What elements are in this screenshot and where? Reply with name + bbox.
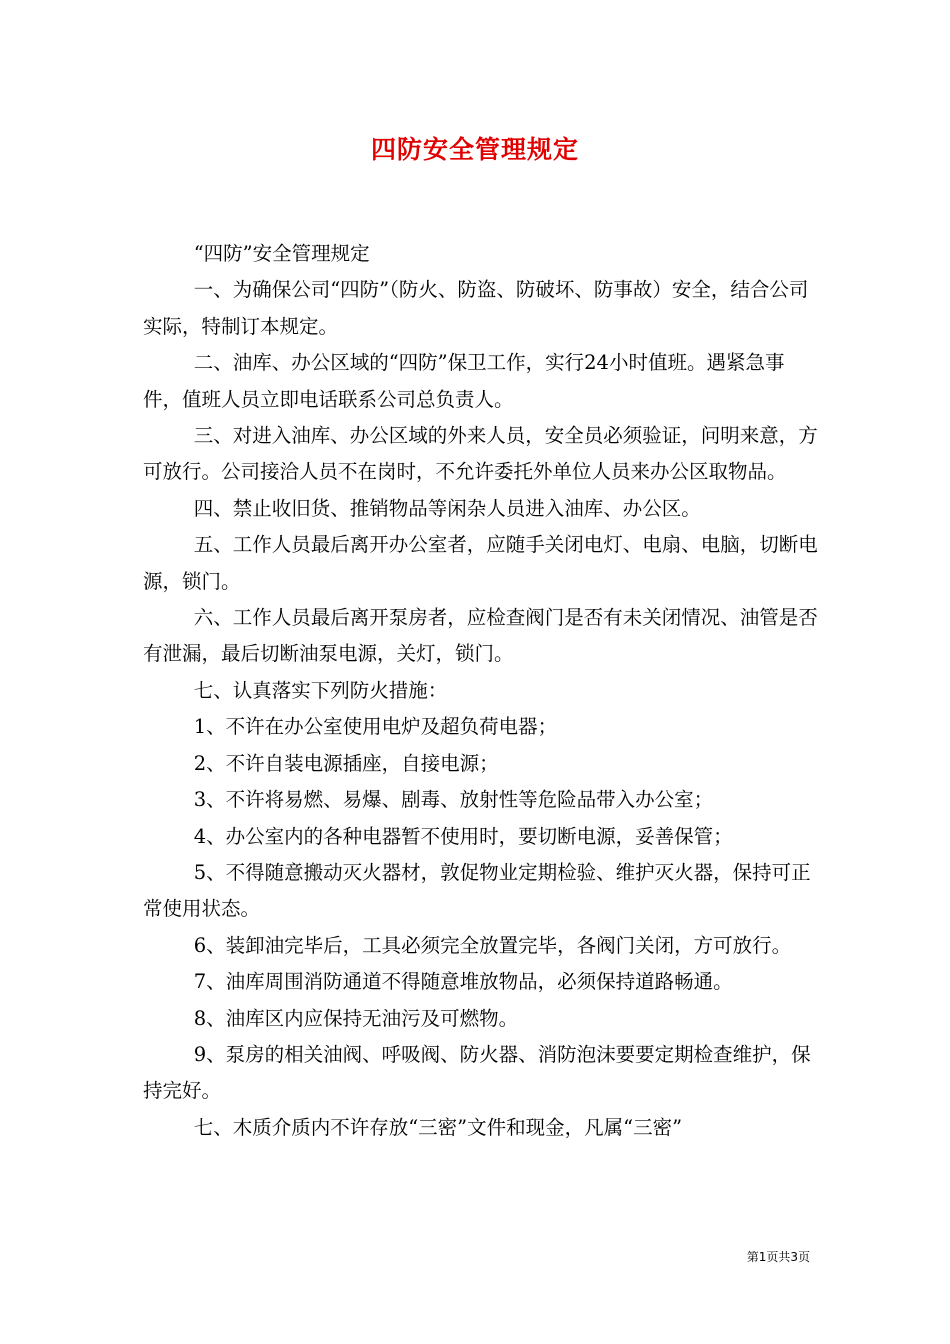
list-item-1: 1、不许在办公室使用电炉及超负荷电器； (193, 715, 558, 739)
paragraph-1: 一、为确保公司“四防”（防火、防盗、防破坏、防事故）安全，结合公司实际，特制订本规定。 (143, 278, 809, 338)
paragraph-4: 四、禁止收旧货、推销物品等闲杂人员进入油库、办公区。 (193, 496, 701, 520)
list-item-3: 3、不许将易燃、易爆、剧毒、放射性等危险品带入办公室； (193, 788, 714, 812)
paragraph-subtitle: “四防”安全管理规定 (193, 242, 370, 265)
paragraph-5: 五、工作人员最后离开办公室者，应随手关闭电灯、电扇、电脑，切断电源，锁门。 (143, 533, 818, 593)
paragraph-7: 七、认真落实下列防火措施： (193, 678, 448, 702)
list-item-5: 5、不得随意搬动灭火器材，敦促物业定期检验、维护灭火器，保持可正常使用状态。 (143, 860, 811, 921)
list-item-6: 6、装卸油完毕后，工具必须完全放置完毕，各阀门关闭，方可放行。 (193, 933, 792, 957)
list-item-8: 8、油库区内应保持无油污及可燃物。 (193, 1006, 519, 1030)
paragraph-6: 六、工作人员最后离开泵房者，应检查阀门是否有未关闭情况、油管是否有泄漏，最后切断油泵电源，关灯，锁门。 (143, 606, 818, 666)
paragraph-8: 七、木质介质内不许存放“三密”文件和现金，凡属“三密” (193, 1115, 683, 1139)
list-item-4: 4、办公室内的各种电器暂不使用时，要切断电源，妥善保管； (193, 824, 733, 848)
document-body (143, 236, 823, 1146)
paragraph-2: 二、油库、办公区域的“四防”保卫工作，实行24小时值班。遇紧急事件，值班人员立即电话联系公司总负责人。 (143, 351, 785, 411)
list-item-7: 7、油库周围消防通道不得随意堆放物品，必须保持道路畅通。 (193, 970, 733, 994)
list-item-2: 2、不许自装电源插座，自接电源； (193, 751, 499, 775)
page-number: 第1页共3页 (746, 1250, 810, 1264)
document-title: 四防安全管理规定 (370, 135, 579, 164)
list-item-9: 9、泵房的相关油阀、呼吸阀、防火器、消防泡沫要要定期检查维护，保持完好。 (143, 1042, 811, 1103)
paragraph-3: 三、对进入油库、办公区域的外来人员，安全员必须验证，问明来意，方可放行。公司接洽人员不在岗时，不允许委托外单位人员来办公区取物品。 (143, 424, 818, 484)
